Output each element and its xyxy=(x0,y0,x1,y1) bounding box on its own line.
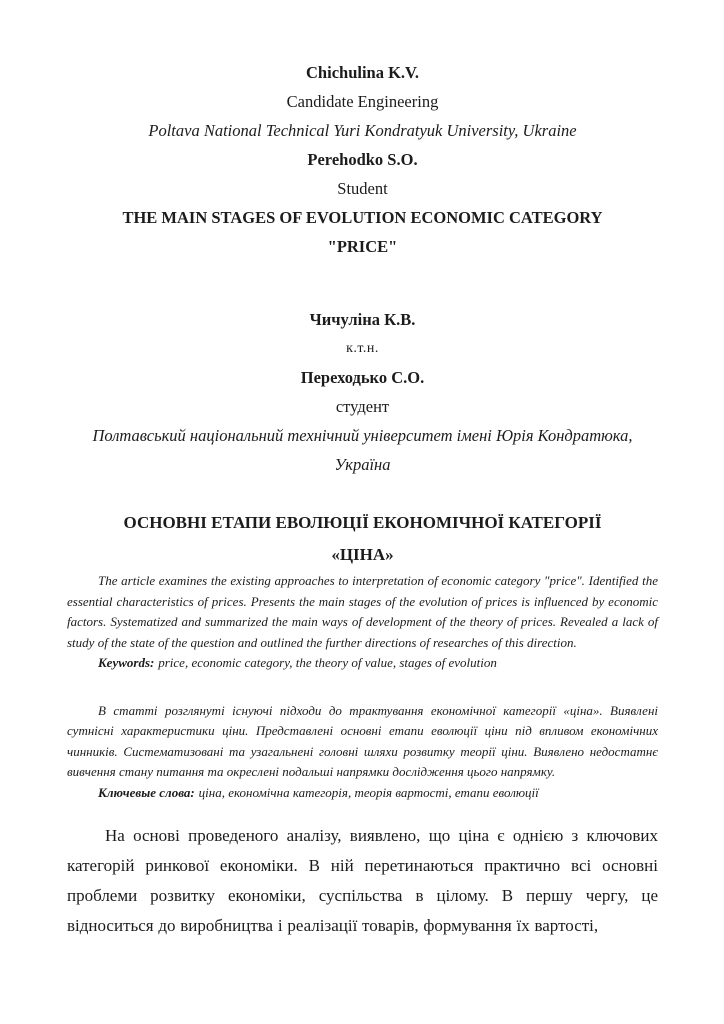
author1-name-en: Chichulina K.V. xyxy=(306,63,419,82)
article-title-uk-line2: «ЦІНА» xyxy=(331,545,394,564)
affiliation-en: Poltava National Technical Yuri Kondratyuk University, Ukraine xyxy=(148,121,577,140)
keywords-english-label: Keywords: xyxy=(98,655,155,670)
author2-role-en: Student xyxy=(337,179,388,198)
author1-name-uk: Чичуліна К.В. xyxy=(309,310,416,329)
keywords-english-line xyxy=(67,653,658,674)
abstract-ukrainian-text: В статті розглянуті існуючі підходи до трактування економічної категорії «ціна». Виявлені сутнісні характеристики ціни. Представлені основні етапи еволюції ціни під впливом економічних чинників. Систематизовані та узагальнені головні шляхи розвитку теорії ціни. Виявлено недостатнє вивчення стану питання та окреслені подальші напрямки дослідження цього напрямку. xyxy=(67,702,658,779)
keywords-ukrainian-line xyxy=(67,783,658,804)
header-english xyxy=(67,58,658,261)
keywords-ukrainian-text: ціна, економічна категорія, теорія вартості, етапи еволюції xyxy=(198,784,539,800)
author2-name-uk: Переходько С.О. xyxy=(300,368,425,387)
header-ukrainian xyxy=(67,305,658,479)
article-title-uk-line1: ОСНОВНІ ЕТАПИ ЕВОЛЮЦІЇ ЕКОНОМІЧНОЇ КАТЕГОРІЇ xyxy=(123,513,602,532)
author1-degree-en: Candidate Engineering xyxy=(286,92,439,111)
article-title-ukrainian xyxy=(67,507,658,571)
abstract-ukrainian-block xyxy=(67,701,658,804)
affiliation-uk-line2: Україна xyxy=(334,455,391,474)
abstract-english-text: The article examines the existing approaches to interpretation of economic category "price". Identified the essential characteristics of prices. Presents the main stages of the evolution of prices is influenced by economic factors. Systematized and summarized the main ways of development of the theory of prices. Revealed a lack of study of the state of the question and outlined the further directions of researches of this direction. xyxy=(67,573,658,650)
author2-role-uk: студент xyxy=(335,397,390,416)
keywords-ukrainian-label: Ключевые слова: xyxy=(98,784,195,800)
abstract-english-block xyxy=(67,571,658,674)
keywords-english-text: price, economic category, the theory of value, stages of evolution xyxy=(158,655,497,670)
article-title-en-line1: THE MAIN STAGES OF EVOLUTION ECONOMIC CATEGORY xyxy=(122,208,603,227)
article-title-en-line2: "PRICE" xyxy=(327,237,398,256)
author1-degree-uk: к.т.н. xyxy=(346,341,379,356)
affiliation-uk-line1: Полтавський національний технічний університет імені Юрія Кондратюка, xyxy=(92,426,633,445)
author2-name-en: Perehodko S.O. xyxy=(307,150,418,169)
body-paragraph-1: На основі проведеного аналізу, виявлено, що ціна є однією з ключових категорій ринкової економіки. В ній перетинаються практично всі основні проблеми розвитку економіки, суспільства в цілому. В першу чергу, це відноситься до виробництва і реалізації товарів, формування їх вартості, xyxy=(67,826,658,935)
